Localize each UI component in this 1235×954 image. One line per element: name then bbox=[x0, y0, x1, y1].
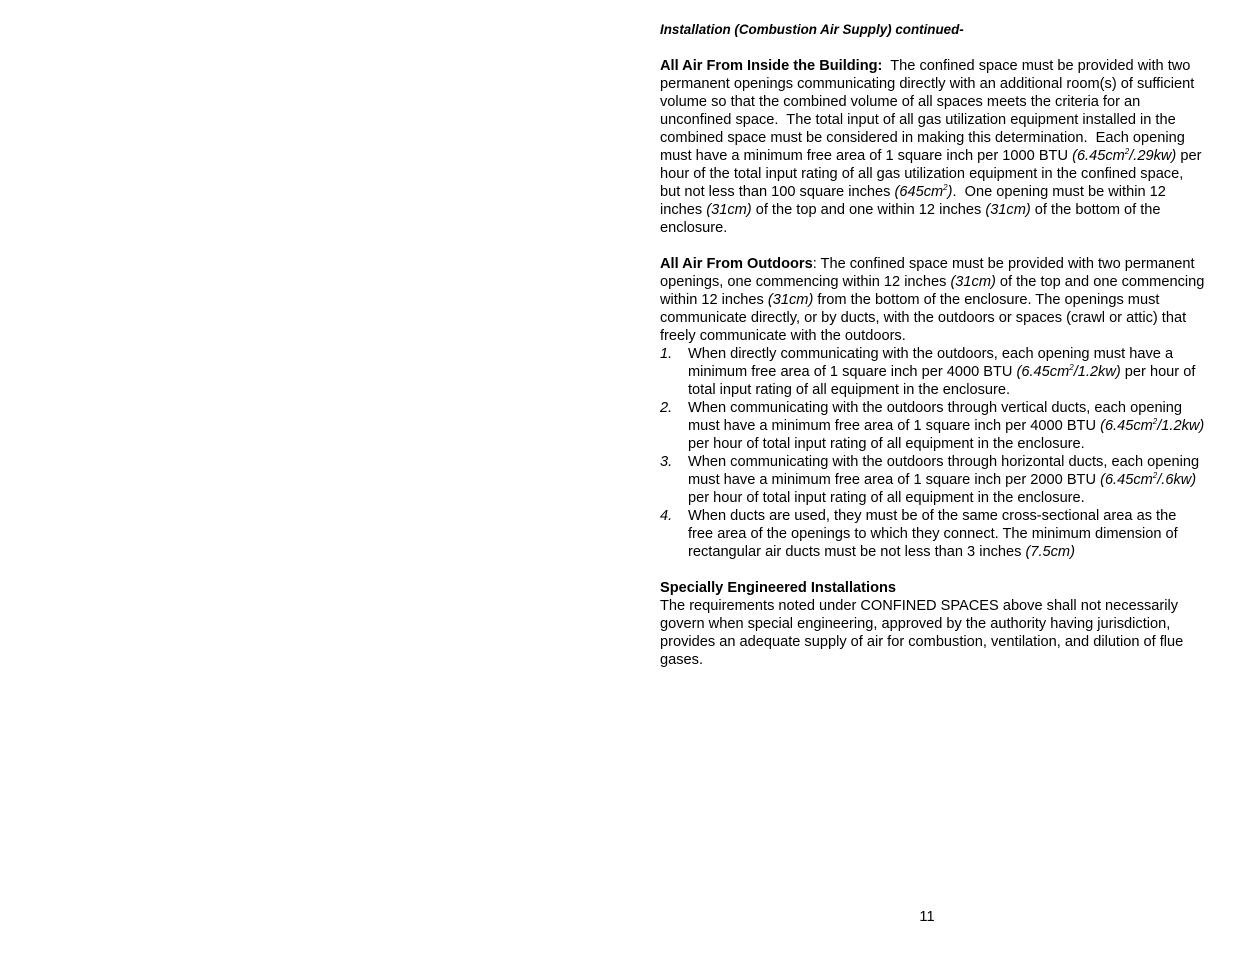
list-item-metric-sup: 2 bbox=[1152, 471, 1158, 480]
list-item-metric bbox=[1017, 364, 1121, 380]
list-item-text-part: per hour of total input rating of all equipment in the enclosure. bbox=[688, 436, 1085, 452]
inside-text-1: The confined space must be provided with two permanent openings communicating directly with an additional room(s) of sufficient volume so that the combined volume of all spaces meets the criteria for an unconfined space. The total input of all gas utilization equipment installed in the combined space must be considered in making this determination. Each opening must have a minimum free area of 1 square inch per 1000 BTU bbox=[660, 58, 1199, 164]
outdoors-text-2: of the top and one commencing within 12 inches bbox=[660, 274, 1205, 308]
special-installations-heading: Specially Engineered Installations bbox=[660, 580, 897, 596]
list-item-text-part: When communicating with the outdoors through horizontal ducts, each opening must have a minimum free area of 1 square inch per 2000 BTU bbox=[688, 454, 1200, 488]
outdoors-requirements-list bbox=[660, 345, 1205, 561]
inside-text-2: per hour of the total input rating of all gas utilization equipment in the confined space, but not less than 100 square inches bbox=[660, 148, 1206, 200]
inside-text-5: of the bottom of the enclosure. bbox=[660, 202, 1165, 236]
list-item-metric-sup: 2 bbox=[1152, 417, 1158, 426]
list-item-text-part: When directly communicating with the outdoors, each opening must have a minimum free area of 1 square inch per 4000 BTU bbox=[688, 346, 1174, 380]
inside-metric-2-b: ) bbox=[947, 184, 953, 200]
list-item-metric-b: /1.2kw) bbox=[1157, 418, 1205, 434]
inside-air-paragraph bbox=[660, 57, 1205, 237]
manual-page-column bbox=[660, 21, 1205, 669]
special-installations-text: The requirements noted under CONFINED SPACES above shall not necessarily govern when special engineering, approved by the authority having jurisdiction, provides an adequate supply of air for combustion, ventilation, and dilution of flue gases. bbox=[660, 598, 1184, 668]
list-item-metric bbox=[1100, 472, 1196, 488]
list-item-text bbox=[688, 345, 1205, 399]
list-item-text-part: When communicating with the outdoors through vertical ducts, each opening must have a minimum free area of 1 square inch per 4000 BTU bbox=[688, 400, 1183, 434]
outdoors-text-1: : The confined space must be provided with two permanent openings, one commencing within 12 inches bbox=[660, 256, 1195, 290]
inside-text-4: of the top and one within 12 inches bbox=[751, 202, 986, 218]
inside-text-3: . One opening must be within 12 inches bbox=[660, 184, 1170, 218]
list-item-metric-b: /1.2kw) bbox=[1073, 364, 1121, 380]
list-item-metric-a: (6.45cm bbox=[1016, 364, 1070, 380]
list-item-metric bbox=[1100, 418, 1204, 434]
list-item-text-part: When ducts are used, they must be of the same cross-sectional area as the free area of the openings to which they connect. The minimum dimension of rectangular air ducts must be not less than 3 inches bbox=[688, 508, 1178, 560]
inside-metric-1-a: (6.45cm bbox=[1072, 148, 1125, 164]
list-item-text bbox=[688, 507, 1205, 561]
list-item-text-part: per hour of total input rating of all equipment in the enclosure. bbox=[688, 364, 1196, 398]
inside-metric-1-b: /.29kw) bbox=[1129, 148, 1177, 164]
section-header: Installation (Combustion Air Supply) continued- bbox=[660, 22, 964, 37]
list-item-metric-a: (6.45cm bbox=[1100, 472, 1153, 488]
list-item-number: 4. bbox=[660, 508, 673, 524]
outdoors-air-heading: All Air From Outdoors bbox=[660, 256, 813, 272]
list-item bbox=[660, 345, 1205, 399]
inside-metric-1 bbox=[1072, 148, 1176, 164]
inside-metric-3: (31cm) bbox=[706, 202, 752, 218]
page-number: 11 bbox=[919, 909, 935, 925]
list-item-number: 1. bbox=[660, 346, 673, 362]
list-item bbox=[660, 453, 1205, 507]
inside-metric-2-a: (645cm bbox=[894, 184, 944, 200]
list-item-number: 3. bbox=[660, 454, 673, 470]
list-item-text bbox=[688, 399, 1205, 453]
list-item bbox=[660, 507, 1205, 561]
outdoors-metric-2: (31cm) bbox=[767, 292, 814, 308]
outdoors-metric-1: (31cm) bbox=[950, 274, 996, 290]
list-item-number: 2. bbox=[660, 400, 673, 416]
list-item-metric-b: /.6kw) bbox=[1157, 472, 1197, 488]
outdoors-air-paragraph bbox=[660, 255, 1205, 345]
outdoors-text-3: from the bottom of the enclosure. The openings must communicate directly, or by ducts, with the outdoors or spaces (crawl or attic) that freely communicate with the outdoors. bbox=[660, 292, 1187, 344]
inside-metric-2-sup: 2 bbox=[943, 183, 948, 192]
list-item-metric-a: (6.45cm bbox=[1100, 418, 1153, 434]
inside-metric-2 bbox=[894, 184, 952, 200]
list-item-text-part: per hour of total input rating of all equipment in the enclosure. bbox=[688, 490, 1085, 506]
inside-metric-1-sup: 2 bbox=[1124, 147, 1130, 156]
list-item-text bbox=[688, 453, 1205, 507]
inside-metric-4: (31cm) bbox=[985, 202, 1031, 218]
list-item-metric-sup: 2 bbox=[1069, 363, 1074, 372]
list-item-metric: (7.5cm) bbox=[1025, 544, 1075, 560]
inside-air-heading: All Air From Inside the Building: bbox=[660, 58, 883, 74]
list-item bbox=[660, 399, 1205, 453]
